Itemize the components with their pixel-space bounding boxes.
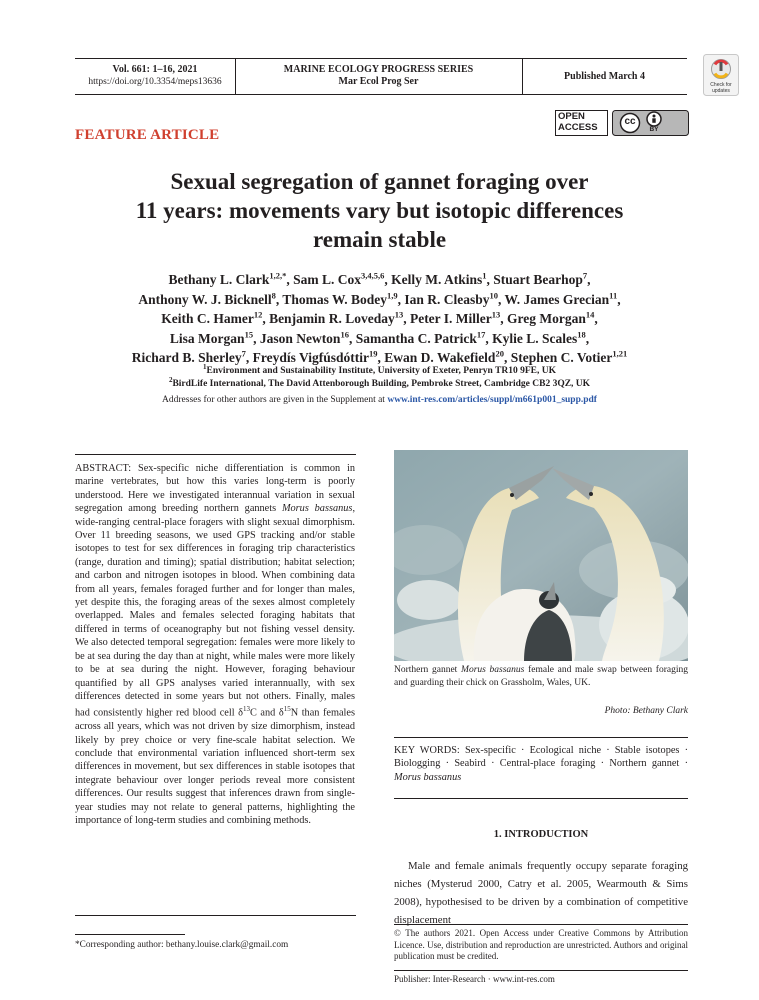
author-name: Stephen C. Votier — [510, 350, 613, 365]
keywords-bottom-rule — [394, 798, 688, 799]
supplement-link[interactable]: www.int-res.com/articles/suppl/m661p001_supp.pdf — [387, 395, 597, 405]
author-affil: 1,21 — [612, 348, 628, 359]
author-line: Anthony W. J. Bicknell$^8$, Thomas W. Bodey$^{1,9}$, Ian R. Cleasby$^{10}$, W. James Grecian$^{11}$, — [138, 290, 621, 307]
copyright-bottom-rule — [394, 970, 688, 971]
author-name: Lisa Morgan — [169, 330, 245, 346]
check-for-updates-badge[interactable] — [703, 54, 739, 96]
author-name: Ian R. Cleasby — [404, 291, 490, 307]
author-name: Samantha C. Patrick — [355, 330, 477, 346]
footnote-rule — [75, 934, 185, 935]
species-name: Morus bassanus — [281, 503, 353, 515]
author-name: Keith C. Hamer — [161, 311, 254, 326]
affiliation: $^1$Environment and Sustainability Institute, University of Exeter, Penryn TR10 9FE, UK — [202, 362, 556, 376]
copyright-notice: © The authors 2021. Open Access under Creative Commons by Attribution Licence. Use, distribution and reproduction are unrestricted. Authors and original publication must be credited. — [394, 928, 688, 962]
author-affil: 1,2,* — [269, 270, 287, 281]
journal-title: MARINE ECOLOGY PROGRESS SERIES — [283, 64, 474, 75]
abstract-top-rule — [75, 454, 356, 455]
author-name: Kelly M. Atkins — [391, 272, 483, 287]
author-affil: 3,4,5,6 — [361, 270, 385, 281]
doi-link[interactable]: https://doi.org/10.3354/meps13636 — [88, 77, 222, 87]
author-line: Lisa Morgan$^{15}$, Jason Newton$^{16}$, Samantha C. Patrick$^{17}$, Kylie L. Scales$^{18}$, — [169, 329, 590, 346]
check-badge-line2: updates — [712, 88, 730, 94]
author-affil: 14 — [585, 309, 595, 320]
author-name: Greg Morgan — [507, 311, 586, 326]
cc-label: cc — [624, 116, 636, 127]
affiliation: $^2$BirdLife International, The David Attenborough Building, Pembroke Street, Cambridge CB2 3QZ, UK — [168, 375, 591, 389]
access-label: ACCESS — [558, 121, 598, 133]
author-name: W. James Grecian — [504, 291, 610, 307]
author-affil: 12 — [253, 309, 263, 320]
species-name: Morus bassanus — [394, 771, 462, 783]
species-name: Morus bassanus — [461, 665, 525, 675]
corresponding-author: *Corresponding author: bethany.louise.clark@gmail.com — [75, 940, 289, 950]
author-affil: 1,9 — [387, 290, 398, 300]
affiliations — [60, 362, 699, 390]
section-heading: 1. INTRODUCTION — [493, 829, 589, 840]
author-list — [60, 270, 699, 368]
check-badge-line1: Check for — [710, 82, 732, 88]
author-name: Jason Newton — [259, 330, 341, 346]
copyright-top-rule — [394, 924, 688, 925]
gannet-image — [394, 450, 688, 661]
keywords-top-rule — [394, 737, 688, 738]
title-line: 11 years: movements vary but isotopic differences — [135, 198, 624, 223]
author-name: Anthony W. J. Bicknell — [138, 291, 272, 307]
author-name: Peter I. Miller — [409, 311, 492, 326]
published-date: Published March 4 — [564, 71, 645, 82]
author-name: Benjamin R. Loveday — [269, 311, 395, 326]
author-affil: 7 — [582, 270, 588, 281]
section-label: FEATURE ARTICLE — [75, 127, 220, 143]
author-line: Richard B. Sherley$^7$, Freydís Vigfúsdóttir$^{19}$, Ewan D. Wakefield$^{20}$, Stephen C. Votier$^{1,21}$ — [131, 348, 628, 365]
author-name: Kylie L. Scales — [492, 330, 578, 346]
author-name: Richard B. Sherley — [131, 350, 242, 365]
by-label: BY — [649, 126, 659, 133]
license-badges[interactable] — [555, 110, 689, 136]
author-affil: 13 — [491, 309, 501, 320]
author-name: Freydís Vigfúsdóttir — [252, 350, 370, 365]
author-affil: 8 — [271, 290, 276, 300]
author-affil: 1 — [482, 270, 487, 281]
open-label: OPEN — [558, 111, 585, 122]
publisher: Publisher: Inter-Research · www.int-res.com — [394, 974, 555, 984]
volume-info — [75, 64, 235, 88]
author-affil: 15 — [244, 329, 254, 339]
abstract-bottom-rule — [75, 915, 356, 916]
author-affil: 16 — [340, 329, 349, 339]
author-line: Bethany L. Clark$^{1,2,*}$, Sam L. Cox$^{3,4,5,6}$, Kelly M. Atkins$^1$, Stuart Bearhop$^7$, — [168, 270, 591, 287]
author-affil: 10 — [489, 290, 499, 300]
keywords: KEY WORDS: Sex-specific · Ecological niche · Stable isotopes · Biologging · Seabird · Central-place foraging · Northern gannet · Morus bassanus — [394, 745, 688, 783]
author-affil: 19 — [369, 348, 378, 359]
abstract: ABSTRACT: Sex-specific niche differentiation is common in marine vertebrates, but how this varies long-term is poorly understood. Here we investigated interannual variation in sexual segregation among breeding northern gannets Morus bassanus, wide-ranging central-place foragers with slight sexual dimorphism. Over 11 breeding seasons, we used GPS tracking and/or stable isotopes to test for sex differences in foraging trip characteristics (range, duration and timing); spatial distribution; habitat selection; and carbon and nitrogen isotopes in blood. When combining data from all years, females foraged further and for longer than males, yet despite this, the foraging areas of the sexes almost completely overlapped. Males and females selected foraging habitats that differed in terms of oceanography but not fishing vessel density. We also detected temporal segregation: females were more likely to be at sea during the day than at night, while males were more likely to be at sea during the night. However, foraging behaviour quantified by all GPS analyses varied interannually, with sex differences detected in some years but not others. Finally, males had consistently higher red blood cell $\delta^{13}C$ and $\delta^{15}N$ than females across all years, which was not driven by size dimorphism, instead likely by prey choice or very fine-scale habitat selection. We conclude that environmental variation influenced short-term sex differences in movement, but sex differences in stable isotopes that integrate behaviour over longer periods reveal more consistent differences. Our results suggest that inferences drawn from single-year studies may not relate to general patterns, highlighting the importance of long-term studies and combining methods. — [75, 463, 356, 826]
author-name: Ewan D. Wakefield — [384, 350, 496, 365]
author-affil: 7 — [241, 348, 246, 359]
author-name: Stuart Bearhop — [493, 272, 583, 287]
author-name: Thomas W. Bodey — [282, 291, 388, 307]
figure-caption: Northern gannet Morus bassanus female and male swap between foraging and guarding their chick on Grassholm, Wales, UK. — [394, 665, 688, 688]
author-affil: 17 — [476, 329, 486, 339]
photo-credit: Photo: Bethany Clark — [604, 706, 688, 716]
author-name: Sam L. Cox — [293, 272, 361, 287]
article-title — [60, 167, 699, 254]
abstract-label: ABSTRACT: — [75, 463, 132, 474]
volume: Vol. 661: 1–16, 2021 — [112, 64, 198, 75]
header-top-rule — [75, 58, 687, 59]
keywords-label: KEY WORDS: — [394, 745, 460, 756]
header-bottom-rule — [75, 94, 687, 95]
author-name: Bethany L. Clark — [168, 272, 270, 287]
journal-abbreviation: Mar Ecol Prog Ser — [338, 76, 419, 87]
author-affil: 20 — [495, 348, 504, 359]
author-affil: 18 — [577, 329, 586, 339]
gannet-photo — [394, 450, 688, 661]
addresses-text: Addresses for other authors are given in the Supplement at — [162, 395, 388, 405]
author-affil: 11 — [609, 290, 618, 300]
introduction-text: Male and female animals frequently occupy separate foraging niches (Mysterud 2000, Catry et al. 2005, Wearmouth & Sims 2008), hypothesised to be driven by a combination of competitive displacement — [394, 860, 688, 926]
author-affil: 13 — [394, 309, 404, 320]
title-line: remain stable — [312, 227, 447, 252]
title-line: Sexual segregation of gannet foraging over — [170, 169, 589, 194]
journal-name — [235, 64, 522, 88]
author-line: Keith C. Hamer$^{12}$, Benjamin R. Loveday$^{13}$, Peter I. Miller$^{13}$, Greg Morgan$^{14}$, — [161, 309, 598, 326]
other-addresses — [60, 394, 699, 406]
